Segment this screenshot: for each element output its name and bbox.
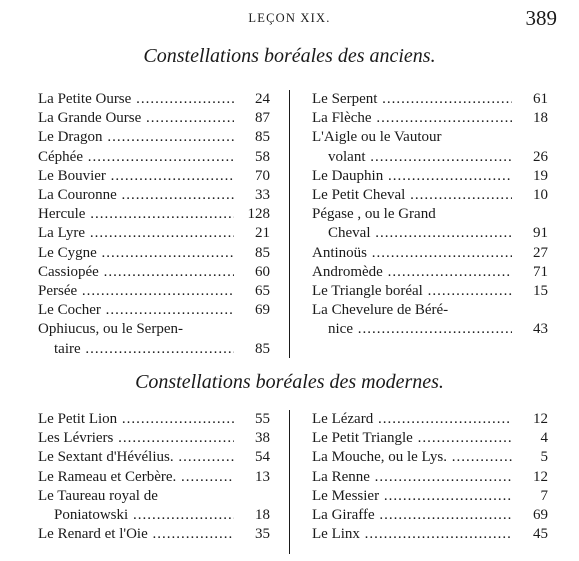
section-title-moderns: Constellations boréales des modernes. — [135, 371, 444, 393]
entry-name: Le Linx ..... — [312, 525, 512, 544]
list-item — [312, 487, 548, 506]
moderns-left-list-a — [38, 410, 270, 487]
entry-name: Le Serpent ..... — [312, 90, 512, 109]
page-number: 389 — [525, 6, 557, 30]
list-item — [312, 282, 548, 301]
list-item — [38, 90, 270, 109]
entry-count: 61 — [533, 91, 548, 107]
entry-name: Persée ..... — [38, 282, 234, 301]
entry-count: 45 — [533, 526, 548, 543]
moderns-right-column — [312, 410, 548, 544]
list-item-continuation — [312, 320, 548, 339]
list-item — [38, 429, 270, 448]
entry-name: Le Bouvier ..... — [38, 167, 234, 186]
entry-name: Le Lézard ..... — [312, 410, 512, 429]
entry-name: Le Triangle boréal ..... — [312, 282, 512, 301]
list-item — [38, 525, 270, 544]
entry-name: Andromède ..... — [312, 263, 512, 282]
entry-name: taire ..... — [54, 340, 234, 359]
list-item — [38, 128, 270, 147]
list-item — [38, 167, 270, 186]
list-item — [312, 448, 548, 467]
entry-count: 12 — [533, 411, 548, 427]
entry-name: Ophiucus, ou le Serpen- — [38, 321, 183, 338]
entry-count: 91 — [533, 225, 548, 242]
moderns-left-column — [38, 410, 270, 544]
list-item — [38, 410, 270, 429]
entry-name: La Grande Ourse ..... — [38, 109, 234, 128]
entry-count: 21 — [255, 225, 270, 242]
entry-name: La Mouche, ou le Lys. ..... — [312, 448, 512, 467]
column-divider — [289, 410, 290, 554]
list-item — [38, 282, 270, 301]
entry-count: 18 — [533, 110, 548, 127]
list-item — [312, 167, 548, 186]
section-title-ancients: Constellations boréales des anciens. — [143, 45, 436, 67]
entry-count: 55 — [255, 411, 270, 427]
entry-count: 18 — [255, 507, 270, 524]
table-ancients — [38, 90, 548, 358]
entry-count: 15 — [533, 283, 548, 300]
entry-count: 26 — [533, 148, 548, 165]
list-item — [312, 301, 548, 320]
moderns-left-list-b — [38, 525, 270, 544]
entry-count: 43 — [533, 321, 548, 338]
entry-count: 5 — [540, 449, 548, 466]
entry-name: Pégase , ou le Grand — [312, 206, 436, 223]
entry-name: Le Petit Triangle ..... — [312, 429, 512, 448]
list-item — [312, 410, 548, 429]
entry-name: Le Messier ..... — [312, 487, 512, 506]
entry-count: 10 — [533, 187, 548, 204]
entry-name: La Lyre ..... — [38, 224, 234, 243]
entry-name: Antinoüs ..... — [312, 244, 512, 263]
entry-count: 7 — [540, 487, 548, 504]
list-item — [312, 506, 548, 525]
entry-count: 128 — [247, 206, 270, 223]
entry-name: Le Petit Lion ..... — [38, 410, 234, 429]
list-item — [38, 448, 270, 467]
ancients-right-list-b — [312, 167, 548, 205]
list-item — [38, 224, 270, 243]
list-item — [38, 263, 270, 282]
list-item — [312, 244, 548, 263]
list-item — [312, 263, 548, 282]
running-title: LEÇON XIX. — [248, 11, 331, 25]
entry-count: 33 — [255, 187, 270, 204]
entry-name: La Petite Ourse ..... — [38, 90, 234, 109]
page-header — [0, 6, 579, 30]
entry-name: Les Lévriers ..... — [38, 429, 234, 448]
ancients-right-list-a — [312, 90, 548, 128]
column-divider — [289, 90, 290, 358]
list-item-continuation — [38, 506, 270, 525]
entry-name: La Renne ..... — [312, 468, 512, 487]
list-item — [312, 429, 548, 448]
ancients-right-list-c — [312, 244, 548, 302]
list-item — [312, 128, 548, 147]
entry-count: 19 — [533, 167, 548, 184]
ancients-left-column — [38, 90, 270, 359]
list-item — [38, 244, 270, 263]
entry-count: 85 — [255, 244, 270, 261]
entry-count: 69 — [533, 507, 548, 524]
entry-name: Le Taureau royal de — [38, 487, 158, 504]
list-item-continuation — [312, 148, 548, 167]
table-moderns — [38, 410, 548, 554]
entry-name: Cheval ..... — [328, 224, 512, 243]
entry-count: 35 — [255, 526, 270, 543]
list-item — [38, 109, 270, 128]
ancients-left-list — [38, 90, 270, 320]
entry-name: Céphée ..... — [38, 148, 234, 167]
list-item — [38, 487, 270, 506]
entry-name: La Couronne ..... — [38, 186, 234, 205]
list-item — [38, 205, 270, 224]
ancients-right-column — [312, 90, 548, 340]
list-item — [312, 90, 548, 109]
entry-count: 12 — [533, 468, 548, 485]
entry-count: 54 — [255, 449, 270, 466]
list-item — [38, 320, 270, 339]
entry-count: 87 — [255, 110, 270, 127]
entry-name: Hercule ..... — [38, 205, 234, 224]
moderns-right-list — [312, 410, 548, 544]
list-item — [38, 468, 270, 487]
list-item — [312, 109, 548, 128]
entry-count: 85 — [255, 129, 270, 146]
entry-name: Le Renard et l'Oie ..... — [38, 525, 234, 544]
entry-name: volant ..... — [328, 148, 512, 167]
entry-count: 38 — [255, 430, 270, 447]
entry-name: Le Dragon ..... — [38, 128, 234, 147]
list-item — [312, 525, 548, 544]
entry-name: Cassiopée ..... — [38, 263, 234, 282]
entry-count: 85 — [255, 340, 270, 357]
entry-name: Le Sextant d'Hévélius. ..... — [38, 448, 234, 467]
entry-count: 70 — [255, 167, 270, 184]
list-item — [312, 186, 548, 205]
entry-count: 4 — [540, 430, 548, 447]
entry-count: 58 — [255, 148, 270, 165]
list-item — [312, 468, 548, 487]
entry-count: 65 — [255, 283, 270, 300]
list-item — [38, 186, 270, 205]
entry-name: Le Petit Cheval ..... — [312, 186, 512, 205]
entry-name: nice ..... — [328, 320, 512, 339]
entry-name: Poniatowski ..... — [54, 506, 234, 525]
list-item — [312, 205, 548, 224]
entry-name: La Flèche ..... — [312, 109, 512, 128]
entry-count: 27 — [533, 244, 548, 261]
entry-name: La Chevelure de Béré- — [312, 302, 449, 319]
entry-count: 60 — [255, 263, 270, 280]
list-item-continuation — [312, 224, 548, 243]
entry-name: Le Cocher ..... — [38, 301, 234, 320]
list-item — [38, 301, 270, 320]
entry-name: Le Dauphin ..... — [312, 167, 512, 186]
entry-count: 71 — [533, 263, 548, 280]
entry-count: 13 — [255, 468, 270, 485]
entry-name: L'Aigle ou le Vautour — [312, 129, 442, 146]
entry-name: La Giraffe ..... — [312, 506, 512, 525]
list-item — [38, 148, 270, 167]
entry-count: 24 — [255, 91, 270, 107]
entry-name: Le Cygne ..... — [38, 244, 234, 263]
entry-count: 69 — [255, 302, 270, 319]
entry-name: Le Rameau et Cerbère. ..... — [38, 468, 234, 487]
list-item-continuation — [38, 340, 270, 359]
